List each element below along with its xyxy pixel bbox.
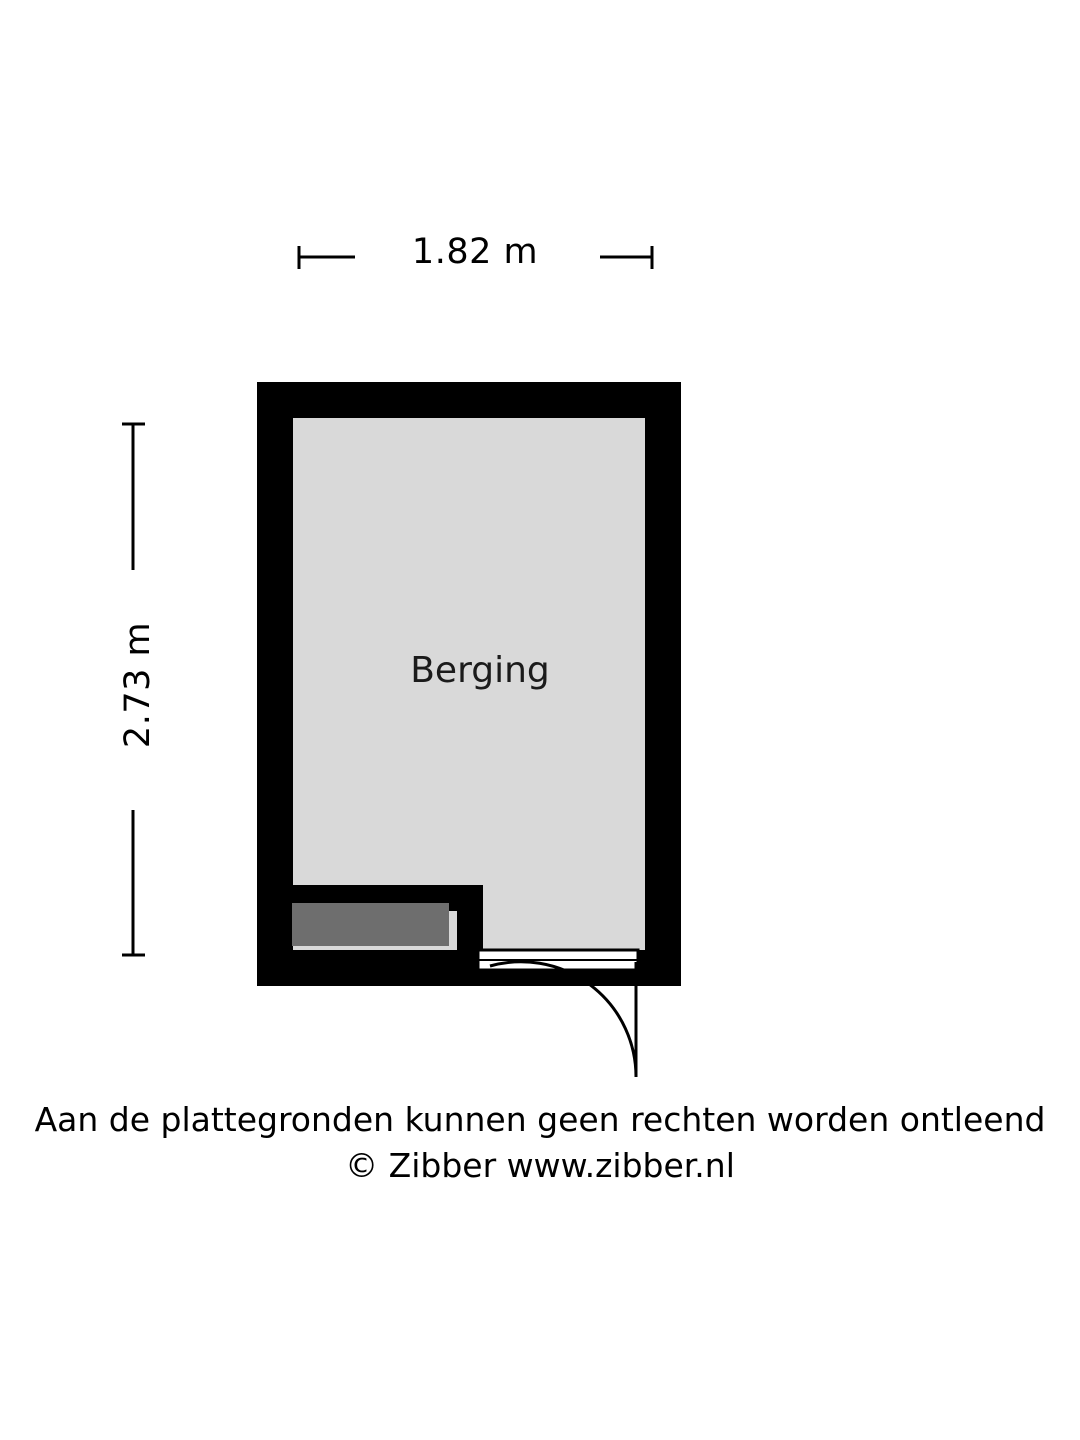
room-label-berging: Berging	[410, 650, 550, 691]
footer	[0, 1097, 1080, 1189]
footer-copyright: © Zibber www.zibber.nl	[345, 1146, 735, 1185]
dimension-label-width: 1.82 m	[411, 232, 539, 272]
dimension-label-height: 2.73 m	[118, 621, 158, 749]
door-opening	[478, 950, 638, 1077]
footer-disclaimer: Aan de plattegronden kunnen geen rechten worden ontleend	[34, 1100, 1046, 1139]
fixture-block	[292, 903, 449, 946]
